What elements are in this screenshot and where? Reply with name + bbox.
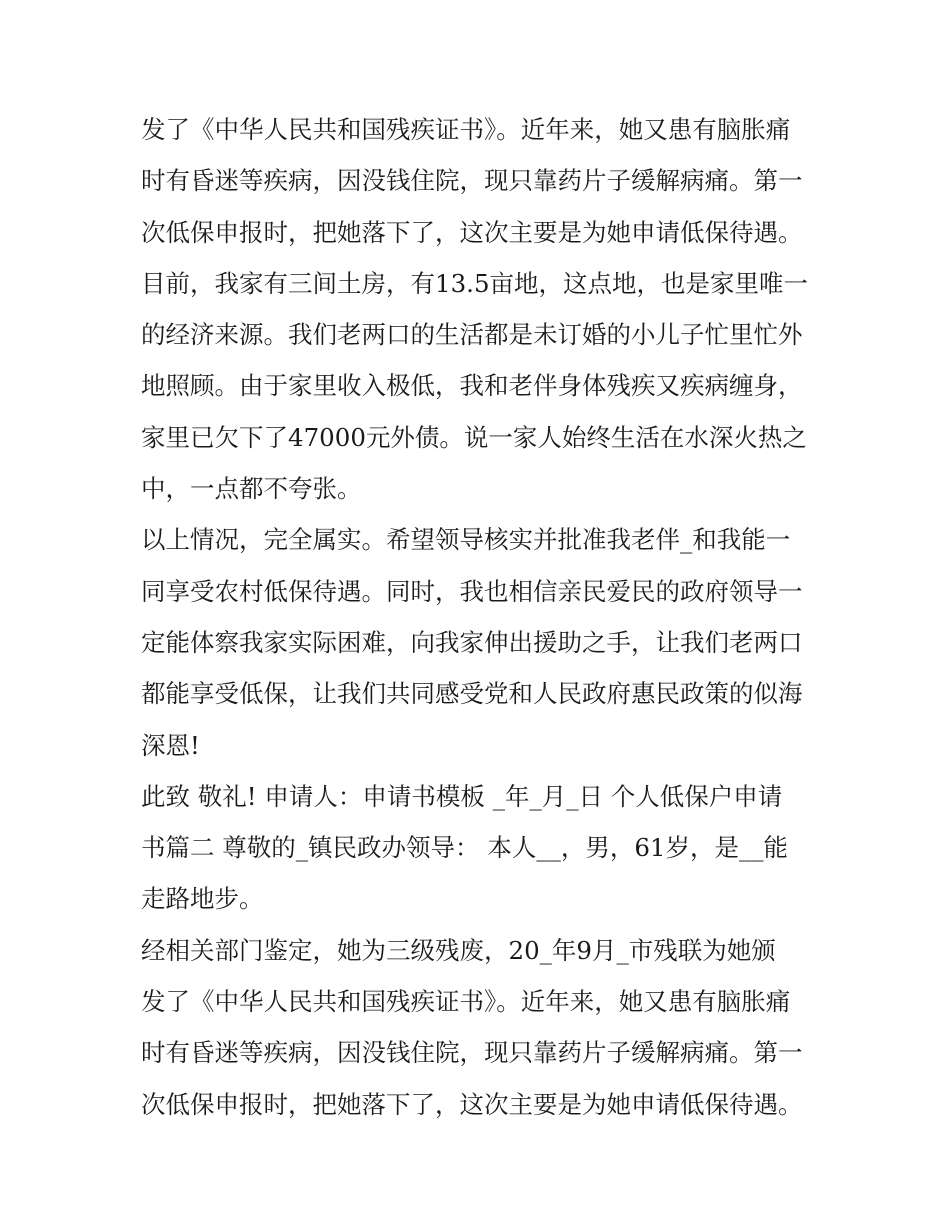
text-line: 家里已欠下了47000元外债。说一家人始终生活在水深火热之 <box>141 422 807 452</box>
text-line: 次低保申报时，把她落下了，这次主要是为她申请低保待遇。 <box>141 1089 803 1119</box>
text-line: 深恩! <box>141 730 200 760</box>
text-line: 时有昏迷等疾病，因没钱住院，现只靠药片子缓解病痛。第一 <box>141 166 803 196</box>
text-line: 同享受农村低保待遇。同时，我也相信亲民爱民的政府领导一 <box>141 576 803 606</box>
text-line: 以上情况，完全属实。希望领导核实并批准我老伴_和我能一 <box>141 525 791 555</box>
document-body <box>141 104 816 1130</box>
text-line: 经相关部门鉴定，她为三级残废，20_年9月_市残联为她颁 <box>141 935 776 965</box>
text-line: 次低保申报时，把她落下了，这次主要是为她申请低保待遇。 <box>141 217 803 247</box>
text-line: 定能体察我家实际困难，向我家伸出援助之手，让我们老两口 <box>141 627 803 657</box>
text-line: 的经济来源。我们老两口的生活都是未订婚的小儿子忙里忙外 <box>141 320 803 350</box>
text-line: 中，一点都不夸张。 <box>141 474 362 504</box>
text-line: 书篇二 尊敬的_镇民政办领导： 本人__，男，61岁，是__能 <box>141 833 788 863</box>
text-line: 发了《中华人民共和国残疾证书》。近年来，她又患有脑胀痛 <box>141 115 791 144</box>
text-line: 都能享受低保，让我们共同感受党和人民政府惠民政策的似海 <box>141 679 803 709</box>
text-line: 走路地步。 <box>141 884 264 914</box>
text-line: 目前，我家有三间土房，有13.5亩地，这点地，也是家里唯一 <box>141 268 809 298</box>
text-line: 时有昏迷等疾病，因没钱住院，现只靠药片子缓解病痛。第一 <box>141 1038 803 1068</box>
text-line: 发了《中华人民共和国残疾证书》。近年来，她又患有脑胀痛 <box>141 987 791 1017</box>
text-line: 地照顾。由于家里收入极低，我和老伴身体残疾又疾病缠身， <box>141 371 803 401</box>
text-line: 此致 敬礼! 申请人：申请书模板 _年_月_日 个人低保户申请 <box>141 781 783 811</box>
